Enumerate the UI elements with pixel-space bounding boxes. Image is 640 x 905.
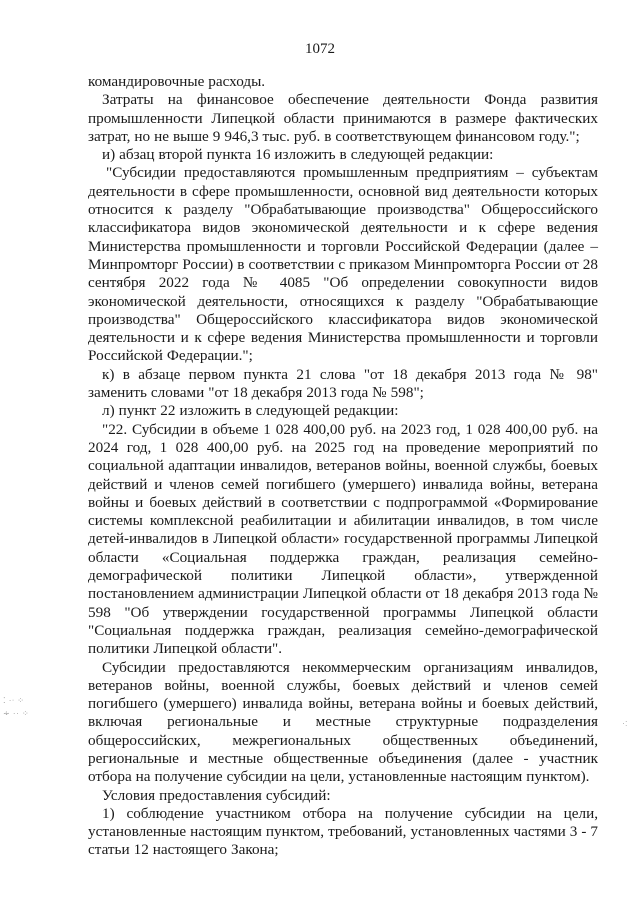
paragraph: командировочные расходы. <box>88 73 266 90</box>
margin-scan-mark: ⁚ ·ᐧ ⁘ ∻ ·· ⁘ <box>3 696 30 718</box>
paragraph: 1) соблюдение участником отбора на получение субсидии на цели, установленные настоящим пунктом, требований, установленных частями 3 - 7 статьи 12 настоящего Закона; <box>88 804 598 859</box>
paragraph: л) пункт 22 изложить в следующей редакции: <box>102 402 399 420</box>
paragraph: Условия предоставления субсидий: <box>102 786 331 804</box>
paragraph: Затраты на финансовое обеспечение деятельности Фонда развития промышленности Липецкой области принимаются в размере фактических затрат, но не выше 9 946,3 тыс. руб. в соответствующем финансовом году."; <box>88 91 598 145</box>
paragraph: и) абзац второй пункта 16 изложить в следующей редакции: <box>102 146 494 164</box>
document-body <box>88 73 598 860</box>
paragraph: к) в абзаце первом пункта 21 слова "от 18 декабря 2013 года № 98" заменить словами "от 18 декабря 2013 года № 598"; <box>88 365 598 402</box>
margin-scan-mark: ·: <box>622 718 628 728</box>
page-number: 1072 <box>305 41 335 57</box>
paragraph: "22. Субсидии в объеме 1 028 400,00 руб. на 2023 год, 1 028 400,00 руб. на 2024 год, 1 028 400,00 руб. на 2025 год на проведение мероприятий по социальной адаптации инвалидов, ветеранов войны, военной службы, боевых действий и членов семей погибшего (умершего) инвалида войны, ветерана войны и боевых действий в соответствии с подпрограммой «Формирование системы комплексной реабилитации и абилитации инвалидов, в том числе детей-инвалидов в Липецкой области» государственной программы Липецкой области «Социальная поддержка граждан, реализация семейно-демографической политики Липецкой области», утвержденной постановлением администрации Липецкой области от 18 декабря 2013 года № 598 "Об утверждении государственной программы Липецкой области "Социальная поддержка граждан, реализация семейно-демографической политики Липецкой области". <box>88 420 598 658</box>
paragraph: "Субсидии предоставляются промышленным предприятиям – субъектам деятельности в сфере промышленности, основной вид деятельности которых относится к разделу "Обрабатывающие производства" Общероссийского классификатора видов экономической деятельности и к сфере ведения Министерства промышленности и торговли Российской Федерации (далее – Минпромторг России) в соответствии с приказом Минпромторга России от 28 сентября 2022 года № 4085 "Об определении совокупности видов экономической деятельности, относящихся к разделу "Обрабатывающие производства" Общероссийского классификатора видов экономической деятельности и к сфере ведения Министерства промышленности и торговли Российской Федерации."; <box>88 164 598 365</box>
paragraph: Субсидии предоставляются некоммерческим организациям инвалидов, ветеранов войны, военной службы, боевых действий и членов семей погибшего (умершего) инвалида войны, ветерана войны и боевых действий, включая региональные и местные структурные подразделения общероссийских, межрегиональных общественных объединений, региональные и местные общественные объединения (далее - участник отбора на получение субсидии на цели, установленные настоящим пунктом). <box>88 658 598 786</box>
